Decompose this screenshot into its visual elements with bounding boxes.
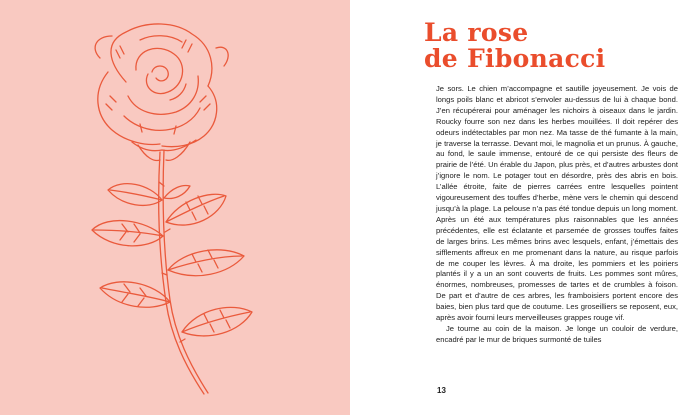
chapter-title xyxy=(424,20,605,72)
chapter-title-line-2: de Fibonacci xyxy=(424,44,606,73)
page-number: 13 xyxy=(437,386,446,395)
paragraph-2: Je tourne au coin de la maison. Je longe un couloir de verdure, encadré par le mur de briques surmonté de tuiles xyxy=(436,323,678,344)
paragraph-1: Je sors. Le chien m’accompagne et sautille joyeusement. Je vois de longs poils blanc et abricot s’envoler au-dessus de lui à chaque bond. J’en récupérerai pour aménager les nichoirs à oiseaux dans le jardin. Roucky fourre son nez dans les herbes mouillées. Il doit repérer des odeurs indétectables par mon nez. Ma tasse de thé fumante à la main, je traverse la terrasse. Devant moi, le magnolia et un prunus. À gauche, au fond, le saule immense, entouré de ce qui persiste des fleurs de prairie de l’été. Un érable du Japon, plus près, et d’autres arbustes dont j’ignore le nom. Le potager tout en désordre, près des abris en bois. L’allée étroite, faite de pierres carrées entre lesquelles pointent vigoureusement des touffes d’herbe, mène vers le chemin qui descend jusqu’à la plage. La pelouse n’a pas été tondue depuis un long moment. Après un été aux températures plus raisonnables que les années précédentes, elle est éclatante et parsemée de grosses touffes faites de larges brins. Les mêmes brins avec lesquels, enfant, j’émettais des sifflements affreux en me promenant dans la nature, au risque parfois de me couper les lèvres. À ma droite, les pommiers et les poiriers plantés il y a un an sont couverts de fruits. Les pommes sont mûres, énormes, nombreuses, promesses de tartes et de crumbles à foison. De part et d’autre de ces arbres, les framboisiers portent encore des baies, bien plus tard que de coutume. Les groseilliers se reposent, eux, après avoir fourni leurs merveilleuses grappes rouge vif. xyxy=(436,84,678,323)
body-text xyxy=(436,84,678,346)
right-page xyxy=(350,0,700,415)
chapter-title-line-1: La rose xyxy=(424,18,529,47)
